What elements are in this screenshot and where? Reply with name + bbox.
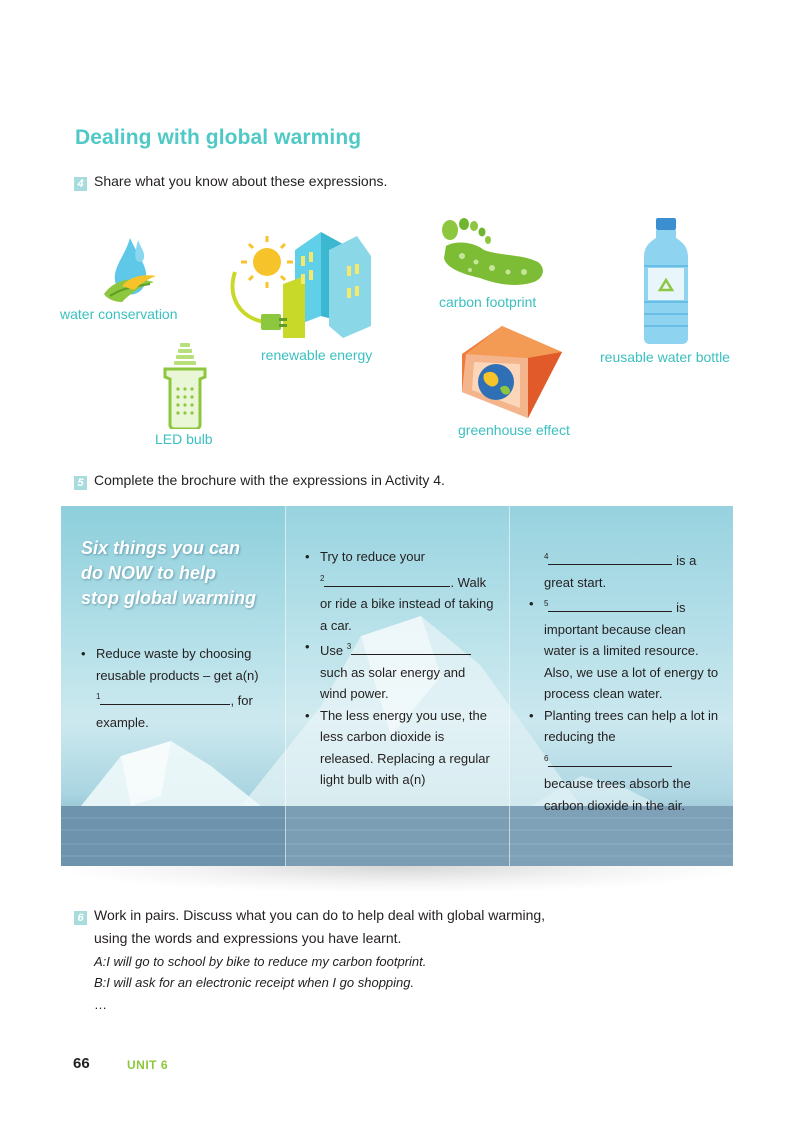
section-title: Dealing with global warming <box>75 126 362 149</box>
answer-blank[interactable] <box>548 753 672 767</box>
bullet-text: Planting trees can help a lot in reducing the <box>544 707 719 744</box>
bullet-text: , for example. <box>96 693 253 730</box>
activity-number-badge: 4 <box>74 177 87 191</box>
brochure-title <box>81 536 256 611</box>
page-number: 66 <box>73 1055 90 1072</box>
answer-blank[interactable] <box>100 691 230 705</box>
dialog-line-a: A:I will go to school by bike to reduce my carbon footprint. <box>94 954 427 969</box>
activity-number-badge: 6 <box>74 911 87 925</box>
activity-number-badge: 5 <box>74 476 87 490</box>
label-renewable-energy: renewable energy <box>261 347 373 363</box>
activity-6-instruction: Work in pairs. Discuss what you can do to help deal with global warming, <box>94 907 546 923</box>
brochure-bullet <box>81 643 271 733</box>
brochure-bullet <box>305 705 495 791</box>
blank-number: 3 <box>346 642 352 651</box>
solar-city-plug-icon <box>225 226 375 344</box>
activity-6-instruction: using the words and expressions you have learnt. <box>94 930 402 946</box>
label-water-conservation: water conservation <box>60 306 178 322</box>
brochure-title-line: Six things you can <box>81 538 241 558</box>
blank-number: 2 <box>320 573 325 583</box>
brochure-shadow <box>70 866 730 892</box>
bullet-text: Use <box>320 643 344 658</box>
greenhouse-earth-icon <box>462 322 566 418</box>
led-bulb-icon <box>162 343 208 429</box>
activity-5-instruction: Complete the brochure with the expressions in Activity 4. <box>94 472 445 488</box>
panel-divider <box>285 506 286 866</box>
bullet-text: Reduce waste by choosing reusable products – get a(n) <box>96 646 259 683</box>
answer-blank[interactable] <box>351 641 471 655</box>
label-reusable-water-bottle: reusable water bottle <box>600 349 730 365</box>
activity-4-instruction: Share what you know about these expressions. <box>94 173 388 189</box>
brochure-bullet <box>529 593 719 705</box>
blank-number: 5 <box>544 599 549 608</box>
bullet-text: such as solar energy and wind power. <box>320 664 466 701</box>
label-carbon-footprint: carbon footprint <box>439 294 537 310</box>
brochure <box>61 506 733 866</box>
brochure-title-line: stop global warming <box>81 588 257 608</box>
brochure-continuation <box>529 546 719 593</box>
activity-5 <box>74 469 445 492</box>
bullet-text: The less energy you use, the less carbon dioxide is released. Replacing a regular light bulb with a(n) <box>320 707 490 787</box>
brochure-column-1 <box>81 643 271 733</box>
blank-number: 4 <box>544 552 549 561</box>
blank-number: 1 <box>96 692 101 701</box>
dialog-ellipsis: … <box>94 997 107 1012</box>
brochure-column-3 <box>529 546 719 816</box>
brochure-title-line: do NOW to help <box>81 563 216 583</box>
blank-number: 6 <box>544 753 549 763</box>
water-drop-leaf-icon <box>100 236 160 306</box>
activity-6 <box>74 904 545 950</box>
label-led-bulb: LED bulb <box>155 431 213 447</box>
brochure-bullet <box>305 636 495 705</box>
label-greenhouse-effect: greenhouse effect <box>458 422 570 438</box>
panel-divider <box>509 506 510 866</box>
answer-blank[interactable] <box>324 573 450 587</box>
green-footprint-icon <box>440 216 546 288</box>
unit-label: UNIT 6 <box>127 1058 169 1072</box>
bullet-text: . Walk or ride a bike instead of taking a car. <box>320 574 494 633</box>
recycle-bottle-icon <box>642 218 690 344</box>
answer-blank[interactable] <box>548 598 672 612</box>
bullet-text: is a great start. <box>544 553 697 590</box>
bullet-text: Try to reduce your <box>320 549 426 564</box>
brochure-bullet <box>305 546 495 636</box>
activity-4 <box>74 170 387 193</box>
brochure-column-2 <box>305 546 495 791</box>
bullet-text: is important because clean water is a limited resource. Also, we use a lot of energy to process clean water. <box>544 600 719 701</box>
dialog-line-b: B:I will ask for an electronic receipt when I go shopping. <box>94 975 415 990</box>
bullet-text: because trees absorb the carbon dioxide in the air. <box>544 776 691 813</box>
answer-blank[interactable] <box>548 551 672 565</box>
brochure-bullet <box>529 705 719 817</box>
